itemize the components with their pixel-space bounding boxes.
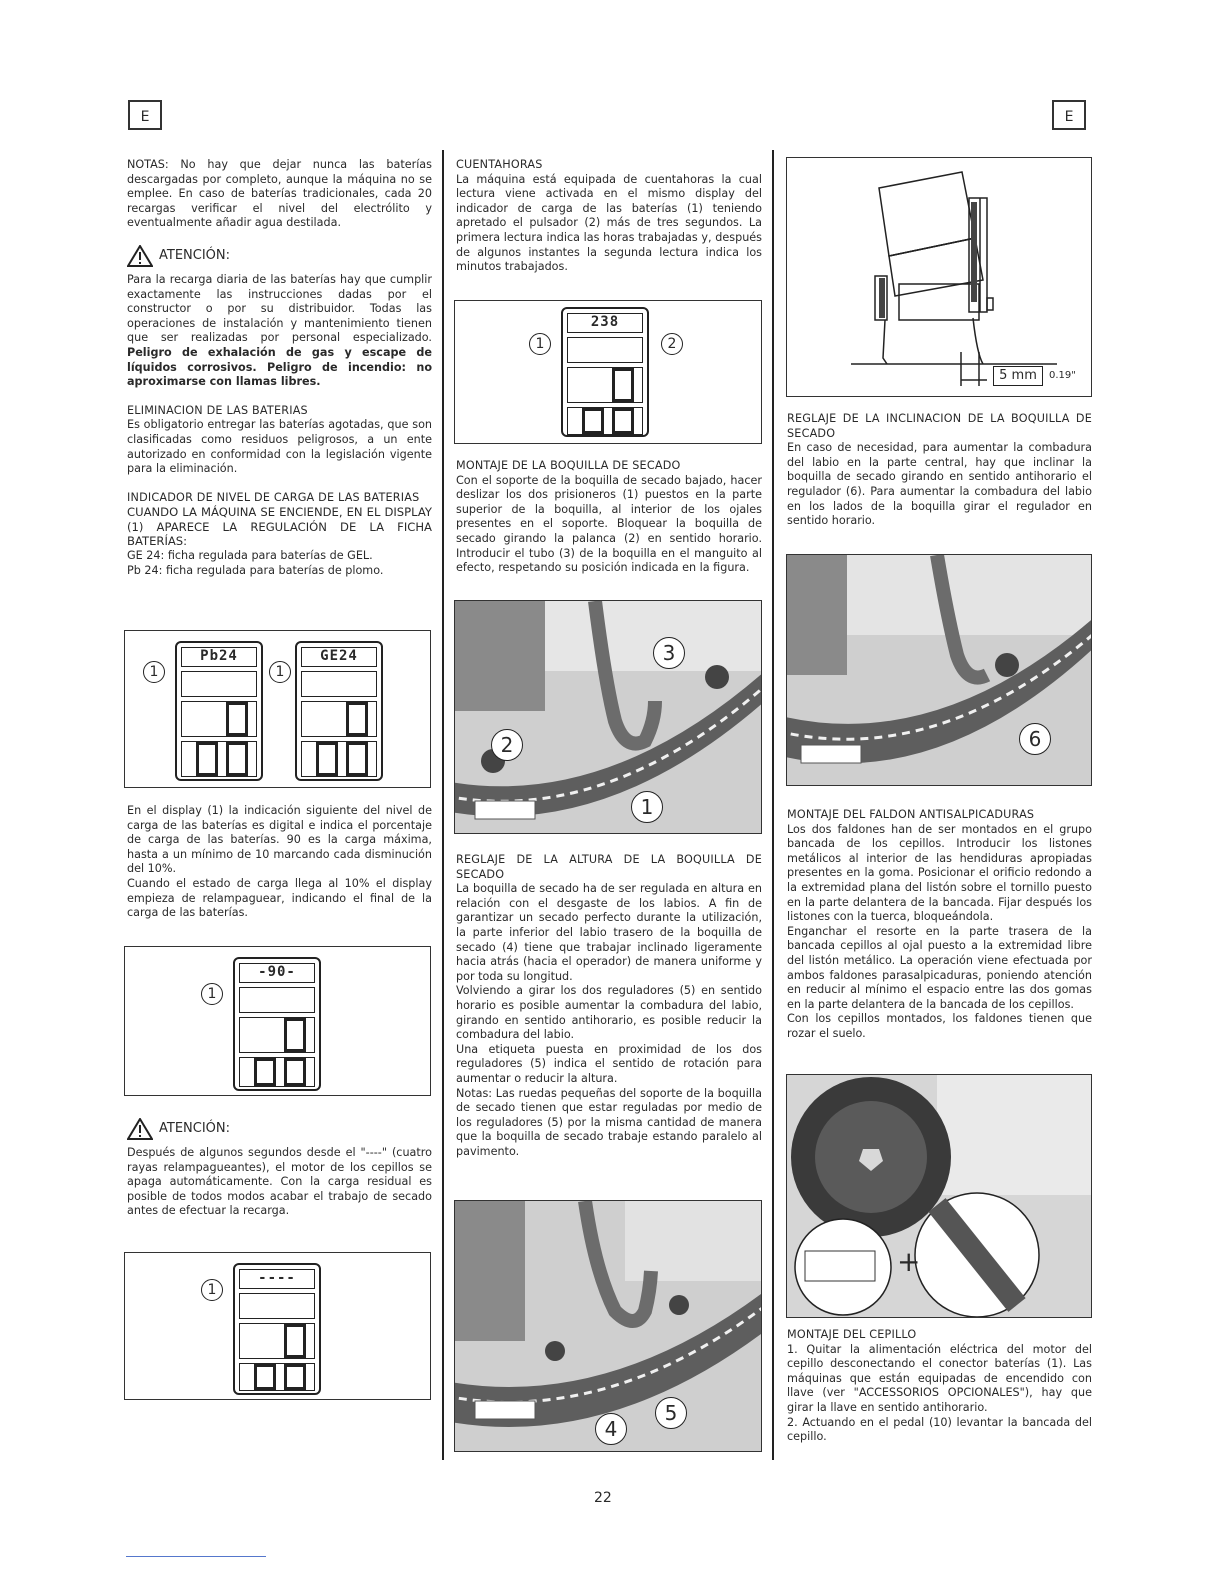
squeegee-illustration (455, 601, 762, 834)
cuentahoras-text: La máquina está equipada de cuentahoras la cual lectura viene activada en el mismo display del indicador de carga de las baterías (1) teniendo apretado el pulsador (2) más de tres segundos. La primera lectura indica las horas trabajadas y, después de algunos instantes la segunda lectura indica los minutos trabajados. (456, 172, 762, 274)
inclinacion-title: REGLAJE DE LA INCLINACION DE LA BOQUILLA DE SECADO (787, 412, 1092, 440)
faldon-text: Los dos faldones han de ser montados en el grupo bancada de los cepillos. Introducir los listones metálicos al interior de las hendiduras apropiadas presentes en la goma. Posicionar el orificio redondo a la extremidad plana del listón sobre el tornillo puesto en la parte delantera de la bancada. Fijar después los listones con la tuerca, bloqueándola. (787, 822, 1092, 924)
column-2-reglaje (456, 853, 762, 1159)
cepillo-step-1: 1. Quitar la alimentación eléctrica del motor del cepillo desconectando el conector baterías (1). Las máquinas que están equipadas de encendido con llave (ver "ACCESSORIOS OPCIONALES"), hay que girar la llave en sentido antihorario. (787, 1342, 1092, 1414)
column-3-faldon (787, 808, 1092, 1042)
plus-sign: + (897, 1245, 921, 1278)
column-divider-2 (772, 150, 774, 1460)
lcd-segment (567, 337, 643, 363)
column-divider-1 (442, 150, 444, 1460)
display-text: En el display (1) la indicación siguiente del nivel de carga de las baterías es digital e indica el porcentaje de carga de las baterías. 90 es la carga máxima, hasta a un mínimo de 10 marcando cada disminución del 10%. (127, 804, 432, 876)
lcd-segment (239, 1363, 315, 1391)
lcd-segment (301, 701, 377, 737)
lcd-readout: Pb24 (181, 647, 257, 667)
cuentahoras-title: CUENTAHORAS (456, 158, 543, 171)
lcd-segment (181, 671, 257, 697)
lcd-segment (239, 1323, 315, 1359)
callout-1: 1 (529, 333, 551, 355)
montaje-text: Con el soporte de la boquilla de secado bajado, hacer deslizar los dos prisioneros (1) puestos en la parte superior de la boquilla, al interior de los ojales presentes en el soporte. Bloquear la boquilla de secado girando la palanca (2) en sentido horario. Introducir el tubo (3) de la boquilla en el manguito al efecto, respetando su posición indicada en la figura. (456, 473, 762, 575)
lcd-segment (239, 1017, 315, 1053)
reglaje-title: REGLAJE DE LA ALTURA DE LA BOQUILLA DE SECADO (456, 853, 762, 881)
footer-line (126, 1556, 266, 1557)
lcd-readout: ---- (239, 1269, 315, 1289)
lcd-segment (567, 367, 643, 403)
figure-hour-meter (454, 300, 762, 444)
callout-2: 2 (661, 333, 683, 355)
column-1 (127, 158, 432, 578)
atencion-heading-2 (127, 1118, 432, 1140)
lcd-display-hours (561, 307, 649, 437)
callout-2: 2 (491, 729, 523, 761)
indicador-title: INDICADOR DE NIVEL DE CARGA DE LAS BATERIAS (127, 490, 420, 504)
callout-1: 1 (201, 983, 223, 1005)
callout-1: 1 (201, 1279, 223, 1301)
display-text-2: Cuando el estado de carga llega al 10% el display empieza de relampaguear, indicando el final de la carga de las baterías. (127, 876, 432, 920)
figure-dash-display (124, 1252, 431, 1400)
reglaje-text: La boquilla de secado ha de ser regulada en altura en relación con el desgaste de los labios. A fin de garantizar un secado perfecto durante la utilización, la parte inferior del labio trasero de la boquilla de secado (4) tiene que trabajar inclinado ligeramente hacia atrás (hacia el operador) de manera uniforme y por toda su longitud. (456, 882, 762, 983)
photo-tilt-regulator (786, 554, 1092, 786)
callout-3: 3 (653, 637, 685, 669)
column-2-montaje (456, 459, 762, 576)
callout-1: 1 (143, 661, 165, 683)
cepillo-title: MONTAJE DEL CEPILLO (787, 1328, 917, 1341)
figure-squeegee-tilt-drawing (786, 157, 1092, 397)
figure-battery-type-displays (124, 630, 431, 788)
eliminacion-text: Es obligatorio entregar las baterías agotadas, que son clasificadas como residuos peligrosos, a un ente autorizado en conformidad con la legislación vigente para la eliminación. (127, 418, 432, 476)
reglaje-text-2: Volviendo a girar los dos reguladores (5) en sentido horario es posible aumentar la combadura del labio, girando en sentido antihorario, es posible reducir la combadura del labio. (456, 984, 762, 1042)
lcd-display-dash (233, 1263, 321, 1395)
faldon-text-3: Con los cepillos montados, los faldones tienen que rozar el suelo. (787, 1012, 1092, 1040)
language-marker-left: E (128, 100, 162, 130)
column-3-cepillo (787, 1328, 1092, 1445)
warning-icon (127, 245, 153, 267)
inclinacion-text: En caso de necesidad, para aumentar la combadura del labio en la parte central, hay que inclinar la boquilla de secado girando en sentido antihorario el regulador (6). Para aumentar la combadura del labio en los lados de la boquilla girar el regulador en sentido horario. (787, 441, 1092, 528)
column-3-inclinacion (787, 412, 1092, 529)
photo-squeegee-mounting (454, 600, 762, 834)
photo-height-adjustment (454, 1200, 762, 1452)
tilt-regulator-illustration (787, 555, 1092, 786)
lcd-display-ge (295, 641, 383, 781)
lcd-segment (239, 987, 315, 1013)
indicador-caps: CUANDO LA MÁQUINA SE ENCIENDE, EN EL DISPLAY (1) APARECE LA REGULACIÓN DE LA FICHA BATERÍAS: (127, 505, 432, 549)
lcd-segment (301, 741, 377, 777)
reglaje-text-3: Una etiqueta puesta en proximidad de los dos reguladores (5) indica el sentido de rotación para aumentar o reducir la altura. (456, 1042, 762, 1085)
callout-4: 4 (595, 1413, 627, 1445)
lcd-segment (181, 741, 257, 777)
column-1-atencion-2 (127, 1118, 432, 1219)
callout-5: 5 (655, 1397, 687, 1429)
callout-1: 1 (631, 791, 663, 823)
montaje-title: MONTAJE DE LA BOQUILLA DE SECADO (456, 459, 681, 472)
lcd-segment (567, 407, 643, 435)
atencion-title-2: ATENCIÓN: (159, 1120, 231, 1136)
column-2 (456, 158, 762, 275)
callout-1: 1 (269, 661, 291, 683)
dimension-inches: 0.19" (1049, 370, 1076, 381)
eliminacion-title: ELIMINACION DE LAS BATERIAS (127, 403, 308, 417)
lcd-readout: GE24 (301, 647, 377, 667)
page-number: 22 (594, 1490, 612, 1506)
column-1-lower (127, 804, 432, 921)
warning-icon (127, 1118, 153, 1140)
photo-brush-deck (786, 1074, 1092, 1318)
lcd-segment (239, 1057, 315, 1087)
lcd-segment (239, 1293, 315, 1319)
lcd-display-90 (233, 957, 321, 1091)
squeegee-cross-section (787, 158, 1091, 396)
dimension-box: 5 mm (993, 366, 1043, 386)
reglaje-notas: Notas: Las ruedas pequeñas del soporte de la boquilla de secado tienen que estar reguladas por medio de los reguladores (5) por la misma cantidad de manera que la boquilla de secado trabaje estando paralelo al pavimento. (456, 1086, 762, 1158)
lcd-segment (181, 701, 257, 737)
atencion-heading-1 (127, 245, 432, 267)
callout-6: 6 (1019, 723, 1051, 755)
brush-deck-illustration (787, 1075, 1092, 1318)
language-marker-right: E (1052, 100, 1086, 130)
indicador-ge: GE 24: ficha regulada para baterías de GEL. (127, 549, 373, 563)
atencion-text-2: Después de algunos segundos desde el "----" (cuatro rayas relampagueantes), el motor de los cepillos se apaga automáticamente. Con la carga residual es posible de todos modos acabar el trabajo de secado antes de efectuar la recarga. (127, 1146, 432, 1218)
cepillo-step-2: 2. Actuando en el pedal (10) levantar la bancada del cepillo. (787, 1415, 1092, 1444)
figure-charge-display (124, 946, 431, 1096)
lcd-segment (301, 671, 377, 697)
lcd-display-pb (175, 641, 263, 781)
faldon-text-2: Enganchar el resorte en la parte trasera de la bancada cepillos al ojal puesto a la extremidad libre del listón metálico. La operación viene efectuada por ambos faldones parasalpicaduras, poniendo atención en reducir al mínimo el espacio entre las dos gomas en la parte delantera de la bancada de los cepillos. (787, 924, 1092, 1011)
faldon-title: MONTAJE DEL FALDON ANTISALPICADURAS (787, 808, 1035, 821)
atencion-title-1: ATENCIÓN: (159, 247, 231, 263)
lcd-readout: 238 (567, 313, 643, 333)
lcd-readout: -90- (239, 963, 315, 983)
indicador-pb: Pb 24: ficha regulada para baterías de plomo. (127, 563, 384, 577)
notas-text: NOTAS: No hay que dejar nunca las baterías descargadas por completo, aunque la máquina no se emplee. En caso de baterías tradicionales, cada 20 recargas verificar el nivel del electrólito y eventualmente añadir agua destilada. (127, 158, 432, 230)
atencion-text-1: Para la recarga diaria de las baterías hay que cumplir exactamente las instrucciones dadas por el constructor o por su distribuidor. Todas las operaciones de instalación y mantenimiento tienen que ser realizadas por personal especializado. Peligro de exhalación de gas y escape de líquidos corrosivos. Peligro de incendio: no aproximarse con llamas libres. (127, 272, 432, 389)
